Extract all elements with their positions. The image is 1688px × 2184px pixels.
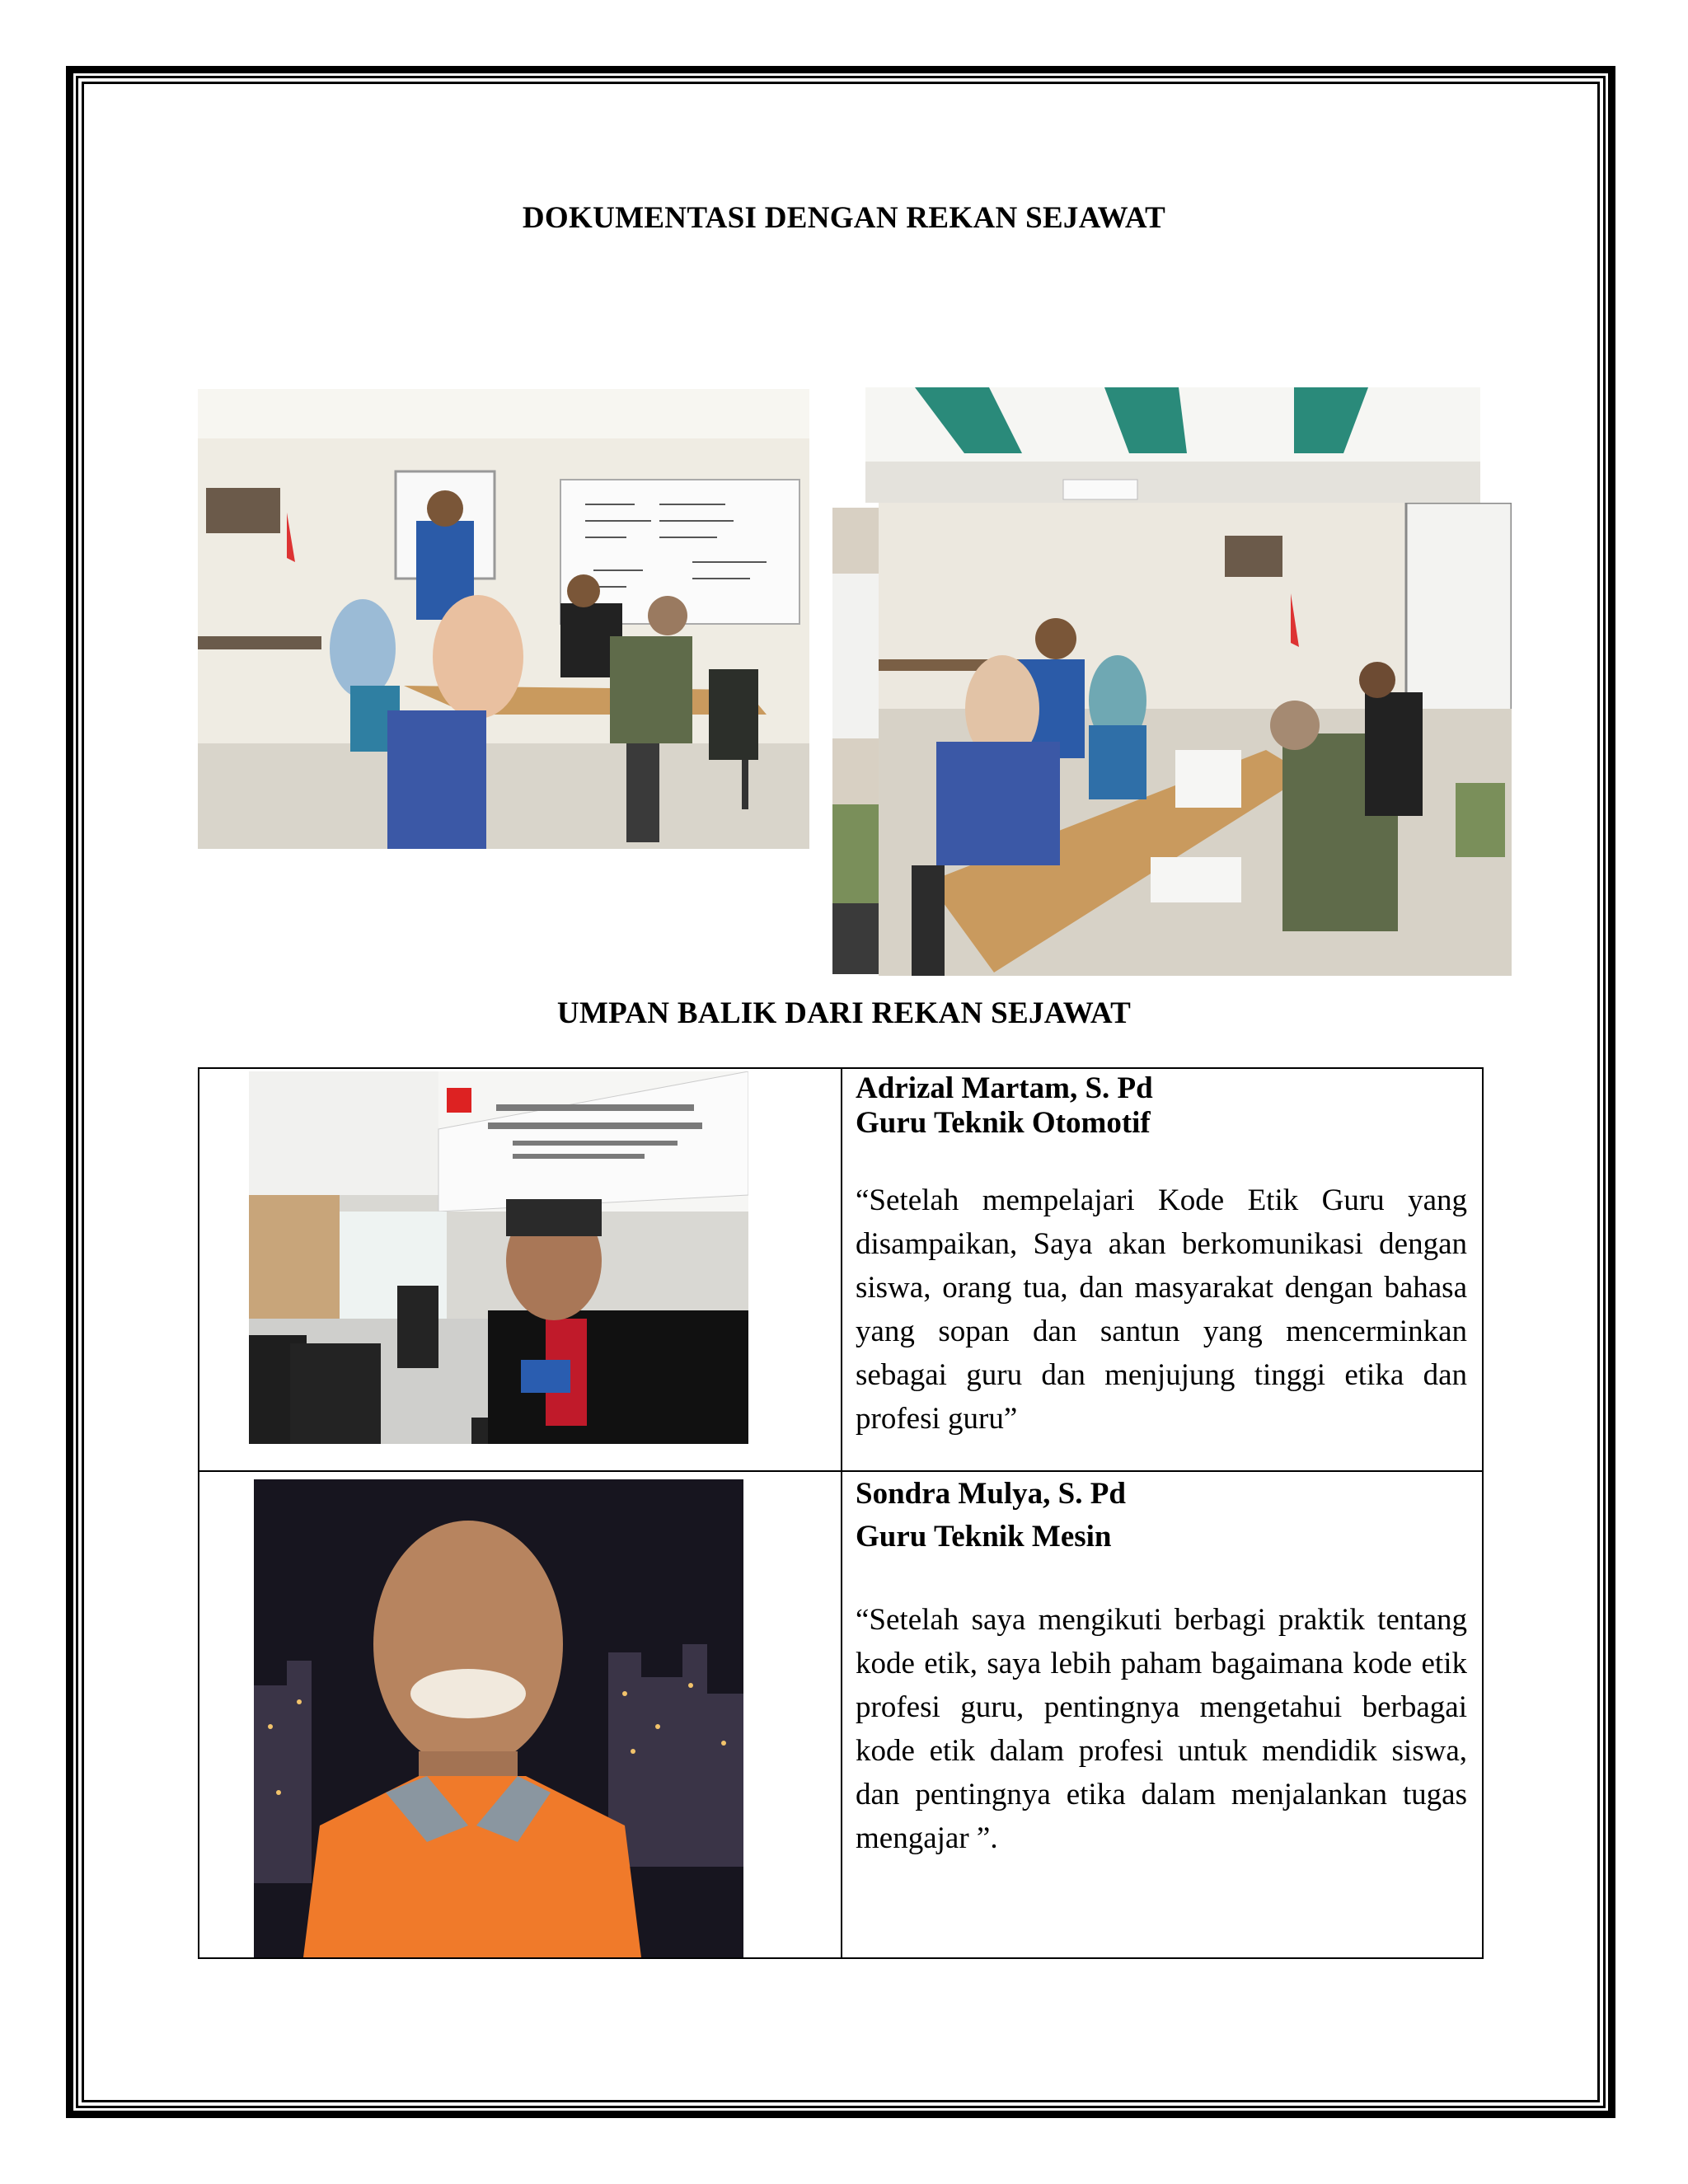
documentation-photo-1 bbox=[198, 389, 809, 849]
feedback-entry-2 bbox=[856, 1473, 1467, 1860]
page-title: DOKUMENTASI DENGAN REKAN SEJAWAT bbox=[522, 201, 1166, 235]
table-divider-horizontal bbox=[199, 1470, 1482, 1472]
feedback-role: Guru Teknik Otomotif bbox=[856, 1106, 1151, 1140]
feedback-role: Guru Teknik Mesin bbox=[856, 1520, 1112, 1554]
documentation-photo-2-ceiling bbox=[865, 387, 1480, 503]
documentation-photo-2 bbox=[879, 503, 1512, 976]
feedback-quote: “Setelah mempelajari Kode Etik Guru yang disampaikan, Saya akan berkomunikasi dengan siswa, orang tua, dan masyarakat dengan bahasa yang sopan dan santun yang mencerminkan sebagai guru dan menjujung tinggi etika dan profesi guru” bbox=[856, 1183, 1467, 1436]
table-divider-vertical bbox=[841, 1069, 842, 1957]
documentation-photo-2-edge bbox=[832, 508, 882, 974]
feedback-name: Sondra Mulya, S. Pd bbox=[856, 1477, 1126, 1511]
feedback-entry-1 bbox=[856, 1071, 1467, 1441]
section-title: UMPAN BALIK DARI REKAN SEJAWAT bbox=[556, 996, 1132, 1030]
feedback-photo-2 bbox=[254, 1479, 743, 1957]
feedback-quote: “Setelah saya mengikuti berbagi praktik tentang kode etik, saya lebih paham bagaimana kode etik profesi guru, pentingnya mengetahui berbagai kode etik dalam profesi untuk mendidik siswa, dan pentingnya etika dalam menjalankan tugas mengajar ”. bbox=[856, 1603, 1467, 1855]
feedback-name: Adrizal Martam, S. Pd bbox=[856, 1071, 1153, 1105]
feedback-photo-1 bbox=[249, 1071, 748, 1444]
